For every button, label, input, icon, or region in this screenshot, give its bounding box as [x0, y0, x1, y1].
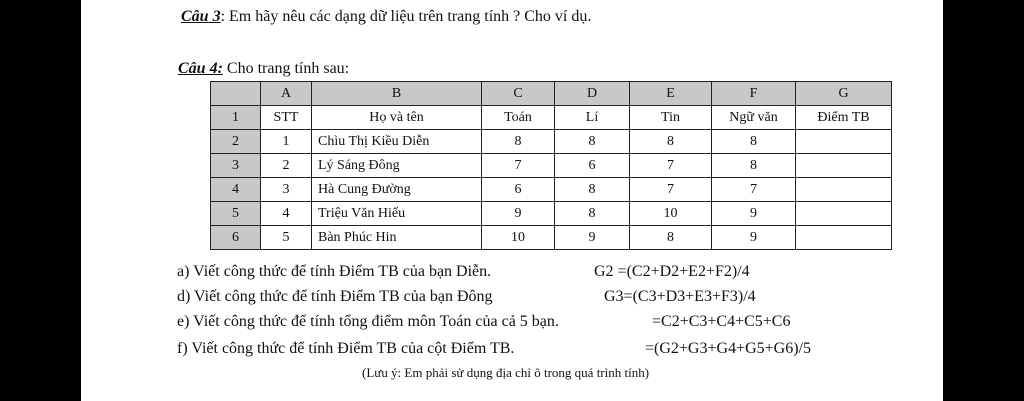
- column-header-e: E: [630, 82, 712, 106]
- table-cell: Hà Cung Đường: [312, 178, 482, 202]
- answer-f-formula: =(G2+G3+G4+G5+G6)/5: [645, 340, 811, 357]
- table-cell: 9: [712, 202, 796, 226]
- table-cell: 7: [630, 178, 712, 202]
- table-cell: 10: [482, 226, 555, 250]
- answer-e-formula: =C2+C3+C4+C5+C6: [652, 313, 791, 330]
- table-cell: [796, 178, 892, 202]
- table-cell: STT: [261, 106, 312, 130]
- question-4: [178, 60, 349, 78]
- table-cell: Toán: [482, 106, 555, 130]
- table-row: [211, 178, 892, 202]
- table-cell: 8: [712, 154, 796, 178]
- table-cell: 7: [630, 154, 712, 178]
- table-cell: 9: [482, 202, 555, 226]
- question-4-label: Câu 4:: [178, 60, 223, 77]
- table-row: [211, 106, 892, 130]
- table-cell: 9: [712, 226, 796, 250]
- table-cell: Bàn Phúc Hin: [312, 226, 482, 250]
- column-header-c: C: [482, 82, 555, 106]
- table-row: [211, 130, 892, 154]
- row-header: 6: [211, 226, 261, 250]
- table-cell: Tin: [630, 106, 712, 130]
- table-cell: 8: [555, 130, 630, 154]
- table-cell: Lý Sáng Đông: [312, 154, 482, 178]
- table-cell: Điểm TB: [796, 106, 892, 130]
- table-cell: [796, 202, 892, 226]
- table-cell: 10: [630, 202, 712, 226]
- table-cell: 9: [555, 226, 630, 250]
- table-cell: 5: [261, 226, 312, 250]
- table-cell: 7: [482, 154, 555, 178]
- table-cell: 6: [482, 178, 555, 202]
- spreadsheet-table: [210, 81, 892, 250]
- table-row: [211, 226, 892, 250]
- question-4-text: Cho trang tính sau:: [222, 60, 350, 77]
- column-header-g: G: [796, 82, 892, 106]
- table-cell: [796, 154, 892, 178]
- column-header-d: D: [555, 82, 630, 106]
- row-header: 5: [211, 202, 261, 226]
- answer-a-question: a) Viết công thức để tính Điểm TB của bạn Diễn.: [177, 263, 492, 280]
- answer-d-question: d) Viết công thức để tính Điểm TB của bạn Đông: [177, 288, 493, 305]
- table-cell: 8: [555, 178, 630, 202]
- row-header: 4: [211, 178, 261, 202]
- table-cell: Chìu Thị Kiều Diễn: [312, 130, 482, 154]
- corner-cell: [211, 82, 261, 106]
- table-cell: Lí: [555, 106, 630, 130]
- table-cell: Ngữ văn: [712, 106, 796, 130]
- table-cell: Họ và tên: [312, 106, 482, 130]
- table-cell: 4: [261, 202, 312, 226]
- column-header-b: B: [312, 82, 482, 106]
- row-header: 1: [211, 106, 261, 130]
- table-cell: 2: [261, 154, 312, 178]
- document-page: [81, 0, 943, 401]
- column-header-row: [211, 82, 892, 106]
- table-cell: 1: [261, 130, 312, 154]
- column-header-a: A: [261, 82, 312, 106]
- table-cell: [796, 226, 892, 250]
- table-cell: [796, 130, 892, 154]
- table-cell: 8: [555, 202, 630, 226]
- answer-f-question: f) Viết công thức để tính Điểm TB của cột Điểm TB.: [177, 340, 515, 357]
- question-3-label: Câu 3: [181, 8, 221, 25]
- table-row: [211, 154, 892, 178]
- row-header: 2: [211, 130, 261, 154]
- table-row: [211, 202, 892, 226]
- table-cell: Triệu Văn Hiếu: [312, 202, 482, 226]
- question-3-text: : Em hãy nêu các dạng dữ liệu trên trang tính ? Cho ví dụ.: [220, 8, 592, 25]
- table-cell: 7: [712, 178, 796, 202]
- answer-d-formula: G3=(C3+D3+E3+F3)/4: [604, 288, 756, 305]
- answer-e-question: e) Viết công thức để tính tổng điểm môn Toán của cả 5 bạn.: [177, 313, 559, 330]
- answer-a-formula: G2 =(C2+D2+E2+F2)/4: [594, 263, 750, 280]
- row-header: 3: [211, 154, 261, 178]
- column-header-f: F: [712, 82, 796, 106]
- note: (Lưu ý: Em phải sử dụng địa chỉ ô trong quá trình tính): [362, 365, 650, 380]
- table-cell: 8: [630, 130, 712, 154]
- question-3: [181, 8, 591, 26]
- table-cell: 8: [482, 130, 555, 154]
- table-cell: 8: [630, 226, 712, 250]
- table-cell: 8: [712, 130, 796, 154]
- table-cell: 6: [555, 154, 630, 178]
- table-cell: 3: [261, 178, 312, 202]
